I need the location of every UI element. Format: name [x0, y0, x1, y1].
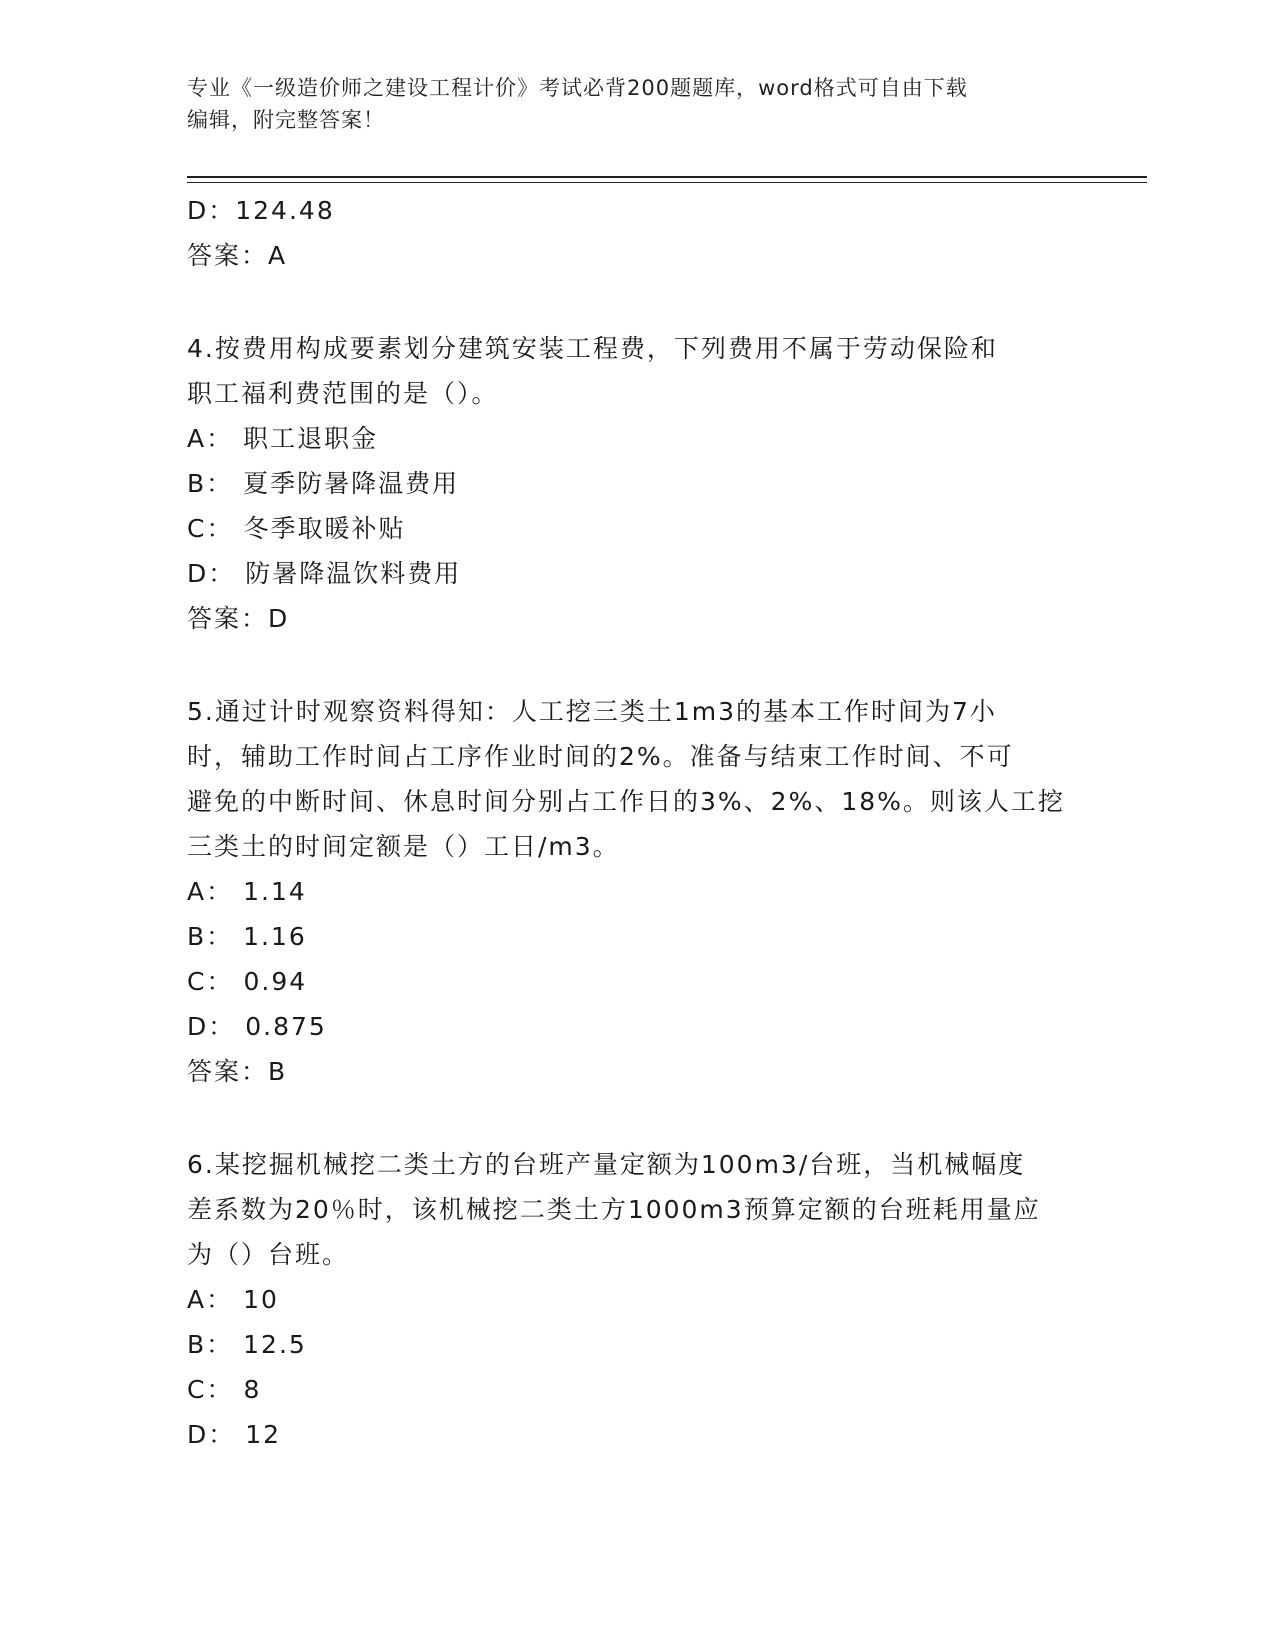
option-text: 夏季防暑降温费用	[243, 469, 460, 498]
document-body	[187, 188, 1087, 1457]
question-4-option-c	[187, 506, 1087, 551]
question-4-option-d	[187, 551, 1087, 596]
question-4-answer: 答案：D	[187, 604, 290, 633]
question-5-option-b	[187, 914, 1087, 959]
question-4-line-1: 4.按费用构成要素划分建筑安装工程费，下列费用不属于劳动保险和	[187, 334, 998, 363]
option-key: B：	[187, 469, 234, 498]
option-text: 1.14	[243, 877, 307, 906]
option-text: 0.875	[245, 1012, 327, 1041]
question-6-line-2: 差系数为20％时，该机械挖二类土方1000m3预算定额的台班耗用量应	[187, 1195, 1041, 1224]
question-5-line-2: 时，辅助工作时间占工序作业时间的2%。准备与结束工作时间、不可	[187, 742, 1014, 771]
question-5-line-1: 5.通过计时观察资料得知：人工挖三类土1m3的基本工作时间为7小	[187, 697, 997, 726]
header-rule-thin	[187, 182, 1147, 183]
question-4-option-b	[187, 461, 1087, 506]
option-key: C：	[187, 1375, 234, 1404]
question-6-option-a	[187, 1277, 1087, 1322]
question-5-line-3: 避免的中断时间、休息时间分别占工作日的3%、2%、18%。则该人工挖	[187, 787, 1065, 816]
option-text: 1.16	[243, 922, 307, 951]
option-text: 冬季取暖补贴	[243, 514, 406, 543]
option-text: 0.94	[243, 967, 308, 996]
spacer	[187, 278, 1087, 326]
option-key: B：	[187, 922, 234, 951]
question-5-option-d	[187, 1004, 1087, 1049]
option-text: 8	[243, 1375, 262, 1404]
spacer	[187, 641, 1087, 689]
question-5-answer: 答案：B	[187, 1057, 288, 1086]
question-6-option-c	[187, 1367, 1087, 1412]
spacer	[187, 1094, 1087, 1142]
option-key: B：	[187, 1330, 234, 1359]
header-rule-thick	[187, 176, 1147, 178]
option-key: A：	[187, 1285, 234, 1314]
option-key: A：	[187, 424, 234, 453]
question-5-option-a	[187, 869, 1087, 914]
prev-option-d: D：124.48	[187, 196, 335, 225]
question-6-option-b	[187, 1322, 1087, 1367]
option-text: 职工退职金	[243, 424, 379, 453]
option-text: 12.5	[243, 1330, 307, 1359]
option-text: 10	[243, 1285, 279, 1314]
question-6-option-d	[187, 1412, 1087, 1457]
question-6	[187, 1142, 1087, 1457]
question-5-line-4: 三类土的时间定额是（）工日/m3。	[187, 832, 620, 861]
option-text: 防暑降温饮料费用	[245, 559, 462, 588]
question-5	[187, 689, 1087, 1094]
header-line-2: 编辑，附完整答案！	[187, 108, 385, 132]
header-line-1: 专业《一级造价师之建设工程计价》考试必背200题题库，word格式可自由下载	[187, 76, 968, 100]
question-6-line-1: 6.某挖掘机械挖二类土方的台班产量定额为100m3/台班，当机械幅度	[187, 1150, 1026, 1179]
question-4-line-2: 职工福利费范围的是（）。	[187, 379, 499, 408]
option-key: D：	[187, 1012, 236, 1041]
option-key: D：	[187, 1420, 236, 1449]
option-key: C：	[187, 967, 234, 996]
option-key: C：	[187, 514, 234, 543]
prev-answer: 答案：A	[187, 241, 288, 270]
question-4	[187, 326, 1087, 641]
option-key: D：	[187, 559, 236, 588]
question-5-option-c	[187, 959, 1087, 1004]
option-key: A：	[187, 877, 234, 906]
question-4-option-a	[187, 416, 1087, 461]
document-header	[187, 72, 1067, 136]
option-text: 12	[245, 1420, 282, 1449]
question-6-line-3: 为（）台班。	[187, 1240, 350, 1269]
